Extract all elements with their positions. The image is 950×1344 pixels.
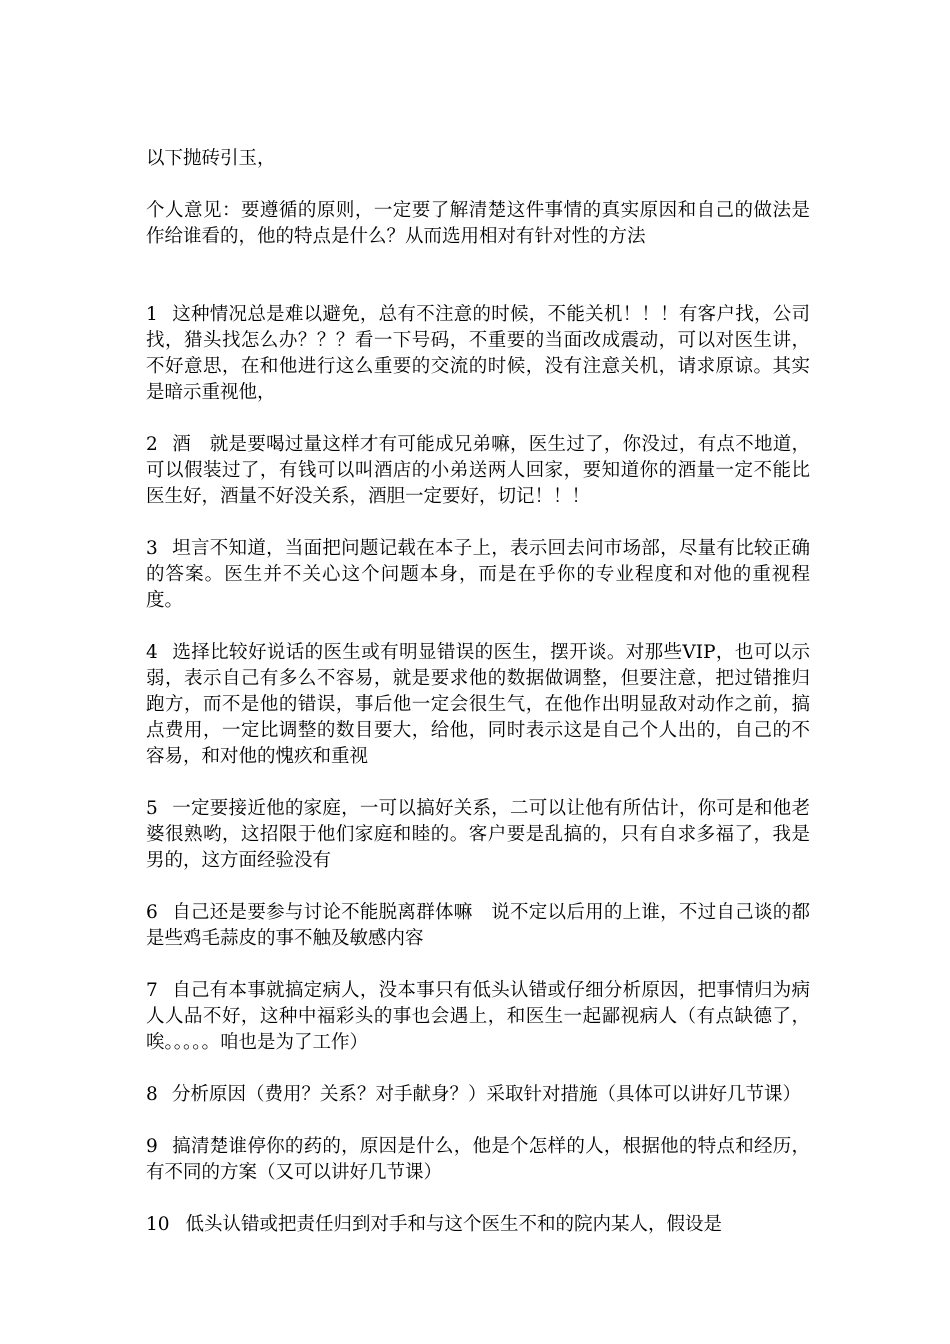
- list-item: [146, 536, 810, 614]
- item-number: 6: [146, 902, 158, 923]
- item-number: 7: [146, 980, 158, 1001]
- item-number: 2: [146, 434, 158, 455]
- intro-paragraph: 以下抛砖引玉，: [146, 148, 276, 169]
- list-item: [146, 1212, 810, 1238]
- item-text: 选择比较好说话的医生或有明显错误的医生，摆开谈。对那些VIP，也可以示弱，表示自己有多么不容易，就是要求他的数据做调整，但要注意，把过错推归跑方，而不是他的错误，事后他一定会很生气，在他作出明显敌对动作之前，搞点费用，一定比调整的数目要大，给他，同时表示这是自己个人出的，自己的不容易，和对他的愧疚和重视: [146, 642, 810, 767]
- item-text: 酒 就是要喝过量这样才有可能成兄弟嘛，医生过了，你没过，有点不地道，可以假装过了，有钱可以叫酒店的小弟送两人回家，要知道你的酒量一定不能比医生好，酒量不好没关系，酒胆一定要好，切记！！！: [146, 434, 810, 507]
- item-number: 9: [146, 1136, 158, 1157]
- item-text: 一定要接近他的家庭，一可以搞好关系，二可以让他有所估计，你可是和他老婆很熟哟，这招限于他们家庭和睦的。客户要是乱搞的，只有自求多福了，我是男的，这方面经验没有: [146, 798, 810, 871]
- item-number: 3: [146, 538, 158, 559]
- item-text: 这种情况总是难以避免，总有不注意的时候，不能关机！！！有客户找，公司找，猎头找怎么办？？？看一下号码，不重要的当面改成震动，可以对医生讲，不好意思，在和他进行这么重要的交流的时候，没有注意关机，请求原谅。其实是暗示重视他，: [146, 304, 810, 403]
- list-item: [146, 302, 810, 406]
- list-item: [146, 1134, 810, 1186]
- list-item: [146, 796, 810, 874]
- item-text: 搞清楚谁停你的药的，原因是什么，他是个怎样的人，根据他的特点和经历，有不同的方案（又可以讲好几节课）: [146, 1136, 810, 1183]
- list-item: [146, 640, 810, 770]
- item-number: 4: [146, 642, 158, 663]
- opinion-paragraph: 个人意见：要遵循的原则，一定要了解清楚这件事情的真实原因和自己的做法是作给谁看的，他的特点是什么？从而选用相对有针对性的方法: [146, 200, 810, 247]
- list-item: [146, 432, 810, 510]
- item-text: 自己还是要参与讨论不能脱离群体嘛 说不定以后用的上谁，不过自己谈的都是些鸡毛蒜皮的事不触及敏感内容: [146, 902, 810, 949]
- item-text: 自己有本事就搞定病人，没本事只有低头认错或仔细分析原因，把事情归为病人人品不好，这种中福彩头的事也会遇上，和医生一起鄙视病人（有点缺德了，唉。。。。。咱也是为了工作）: [146, 980, 810, 1053]
- list-item: [146, 1082, 810, 1108]
- item-text: 低头认错或把责任归到对手和与这个医生不和的院内某人，假设是: [185, 1214, 723, 1235]
- item-text: 坦言不知道，当面把问题记载在本子上，表示回去问市场部，尽量有比较正确的答案。医生并不关心这个问题本身，而是在乎你的专业程度和对他的重视程度。: [146, 538, 810, 611]
- item-number: 5: [146, 798, 158, 819]
- item-number: 8: [146, 1084, 158, 1105]
- item-text: 分析原因（费用？关系？对手献身？）采取针对措施（具体可以讲好几节课）: [172, 1084, 802, 1105]
- list-item: [146, 900, 810, 952]
- item-number: 1: [146, 304, 158, 325]
- list-item: [146, 978, 810, 1056]
- document-page: [146, 146, 810, 1264]
- item-number: 10: [146, 1214, 170, 1235]
